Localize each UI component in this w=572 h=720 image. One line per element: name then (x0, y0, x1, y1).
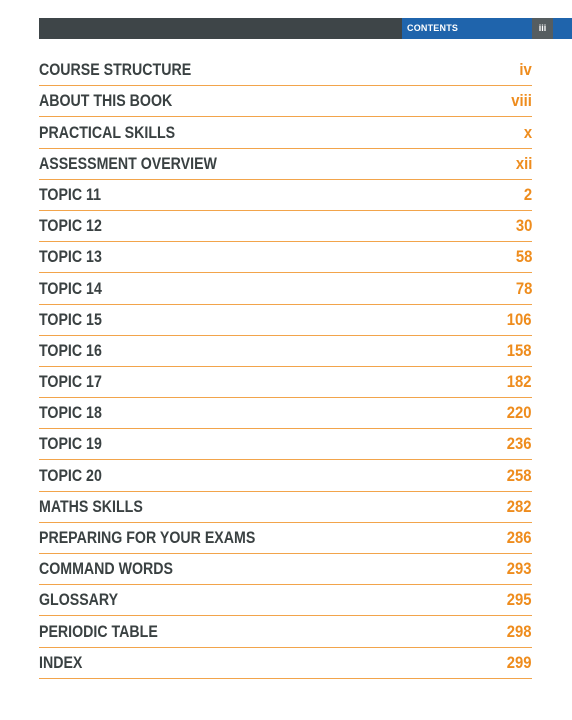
toc-entry[interactable] (39, 554, 532, 585)
toc-entry-title: TOPIC 17 (39, 373, 102, 392)
toc-entry-title: TOPIC 12 (39, 217, 102, 236)
toc-entry-page-number: 220 (507, 404, 532, 423)
toc-entry-title: TOPIC 20 (39, 466, 102, 485)
toc-entry-page-number: 299 (507, 653, 532, 672)
toc-entry-title: PREPARING FOR YOUR EXAMS (39, 529, 256, 547)
toc-entry-title: ABOUT THIS BOOK (39, 92, 173, 111)
toc-entry-page-number: 58 (515, 248, 532, 267)
section-label: CONTENTS (407, 23, 459, 33)
toc-entry[interactable] (39, 336, 532, 367)
toc-entry-page-number: 286 (507, 529, 532, 547)
toc-entry[interactable] (39, 523, 532, 554)
toc-entry-page-number: 182 (507, 373, 532, 392)
toc-entry-title: INDEX (39, 653, 83, 672)
toc-entry-page-number: xii (515, 154, 532, 173)
toc-entry-title: TOPIC 18 (39, 404, 102, 423)
toc-entry-page-number: 295 (507, 591, 532, 610)
toc-entry-page-number: iv (519, 61, 532, 80)
toc-entry-title: PRACTICAL SKILLS (39, 123, 176, 142)
toc-entry[interactable] (39, 180, 532, 211)
toc-entry[interactable] (39, 367, 532, 398)
toc-entry[interactable] (39, 429, 532, 460)
toc-entry-title: MATHS SKILLS (39, 497, 143, 516)
toc-entry-page-number: 236 (507, 435, 532, 454)
toc-entry-title: TOPIC 11 (39, 185, 102, 204)
toc-entry-page-number: 258 (507, 466, 532, 485)
toc-entry[interactable] (39, 305, 532, 336)
toc-entry[interactable] (39, 211, 532, 242)
toc-entry-page-number: 298 (507, 622, 532, 641)
table-of-contents (39, 55, 532, 679)
toc-entry-page-number: 282 (507, 497, 532, 516)
toc-entry-title: TOPIC 15 (39, 310, 102, 329)
toc-entry-page-number: 106 (507, 310, 532, 329)
toc-entry-page-number: x (523, 123, 532, 142)
toc-entry[interactable] (39, 648, 532, 679)
toc-entry-page-number: 30 (515, 217, 532, 236)
toc-entry-title: GLOSSARY (39, 591, 119, 610)
toc-entry-page-number: 2 (523, 185, 532, 204)
toc-entry[interactable] (39, 460, 532, 491)
toc-entry-page-number: 293 (507, 560, 532, 579)
header-page-number: iii (532, 18, 553, 39)
toc-entry-title: PERIODIC TABLE (39, 622, 158, 641)
toc-entry[interactable] (39, 86, 532, 117)
page-header-bar (39, 18, 572, 39)
toc-entry-title: TOPIC 16 (39, 341, 102, 360)
toc-entry[interactable] (39, 149, 532, 180)
toc-entry-page-number: 158 (507, 341, 532, 360)
toc-entry-title: ASSESSMENT OVERVIEW (39, 154, 217, 173)
toc-entry[interactable] (39, 55, 532, 86)
toc-entry-title: COURSE STRUCTURE (39, 61, 192, 80)
toc-entry-title: COMMAND WORDS (39, 560, 174, 579)
toc-entry[interactable] (39, 117, 532, 148)
toc-entry-page-number: 78 (515, 279, 532, 298)
toc-entry[interactable] (39, 616, 532, 647)
toc-entry[interactable] (39, 492, 532, 523)
toc-entry[interactable] (39, 398, 532, 429)
toc-entry[interactable] (39, 273, 532, 304)
toc-entry-title: TOPIC 14 (39, 279, 102, 298)
toc-entry-title: TOPIC 13 (39, 248, 102, 267)
toc-entry-title: TOPIC 19 (39, 435, 102, 454)
toc-entry[interactable] (39, 242, 532, 273)
toc-entry[interactable] (39, 585, 532, 616)
toc-entry-page-number: viii (511, 92, 532, 111)
